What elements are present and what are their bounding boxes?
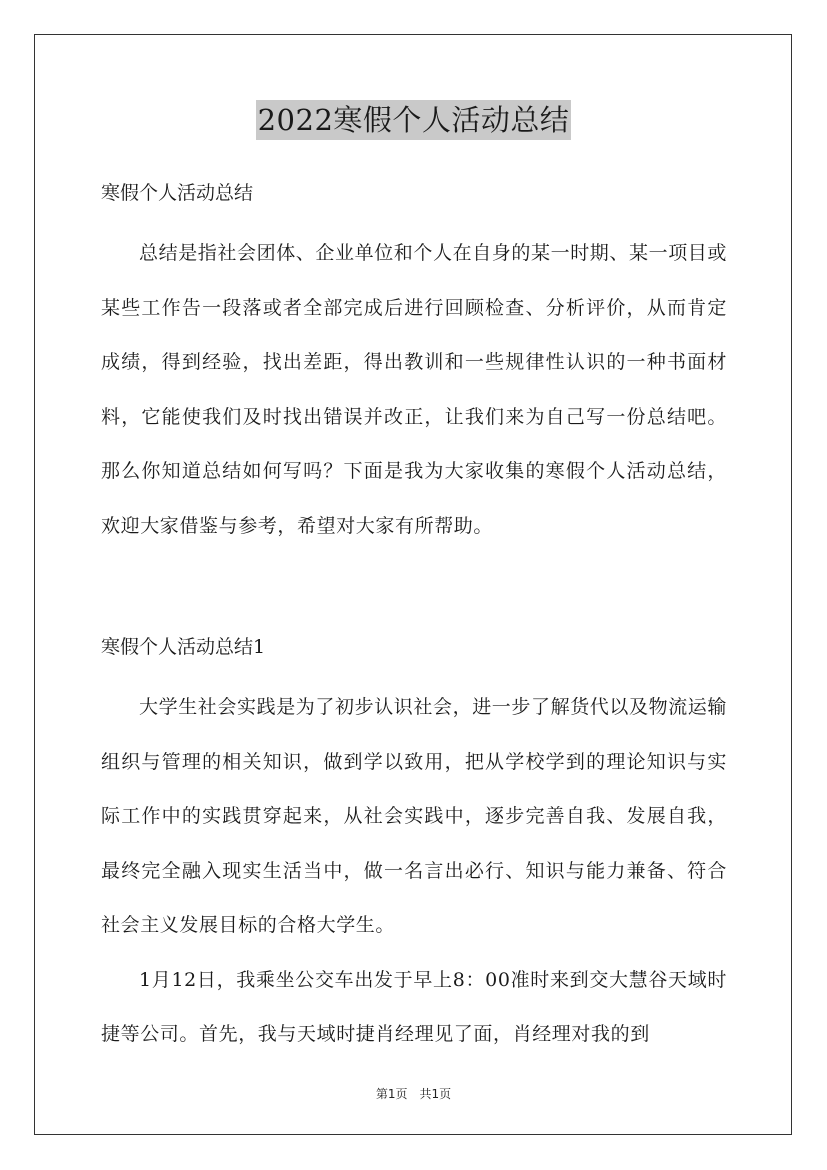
section-paragraph-2: 1月12日，我乘坐公交车出发于早上8：00准时来到交大慧谷天域时捷等公司。首先，我与天域时捷肖经理见了面，肖经理对我的到 (101, 968, 727, 1045)
section-heading: 寒假个人活动总结1 (101, 636, 266, 658)
intro-paragraph: 总结是指社会团体、企业单位和个人在自身的某一时期、某一项目或某些工作告一段落或者全部完成后进行回顾检查、分析评价，从而肯定成绩，得到经验，找出差距，得出教训和一些规律性认识的一种书面材料，它能使我们及时找出错误并改正，让我们来为自己写一份总结吧。那么你知道总结如何写吗？下面是我为大家收集的寒假个人活动总结，欢迎大家借鉴与参考，希望对大家有所帮助。 (101, 242, 728, 537)
document-subtitle: 寒假个人活动总结 (101, 182, 254, 204)
document-body (101, 171, 727, 1062)
title-container (0, 100, 827, 140)
total-pages: 共1页 (419, 1087, 452, 1101)
page-number: 第1页 (375, 1087, 408, 1101)
document-title: 2022寒假个人活动总结 (256, 100, 572, 140)
section-paragraph-1: 大学生社会实践是为了初步认识社会，进一步了解货代以及物流运输组织与管理的相关知识，做到学以致用，把从学校学到的理论知识与实际工作中的实践贯穿起来，从社会实践中，逐步完善自我、发展自我，最终完全融入现实生活当中，做一名言出必行、知识与能力兼备、符合社会主义发展目标的合格大学生。 (101, 696, 728, 936)
page-footer (0, 1085, 827, 1102)
